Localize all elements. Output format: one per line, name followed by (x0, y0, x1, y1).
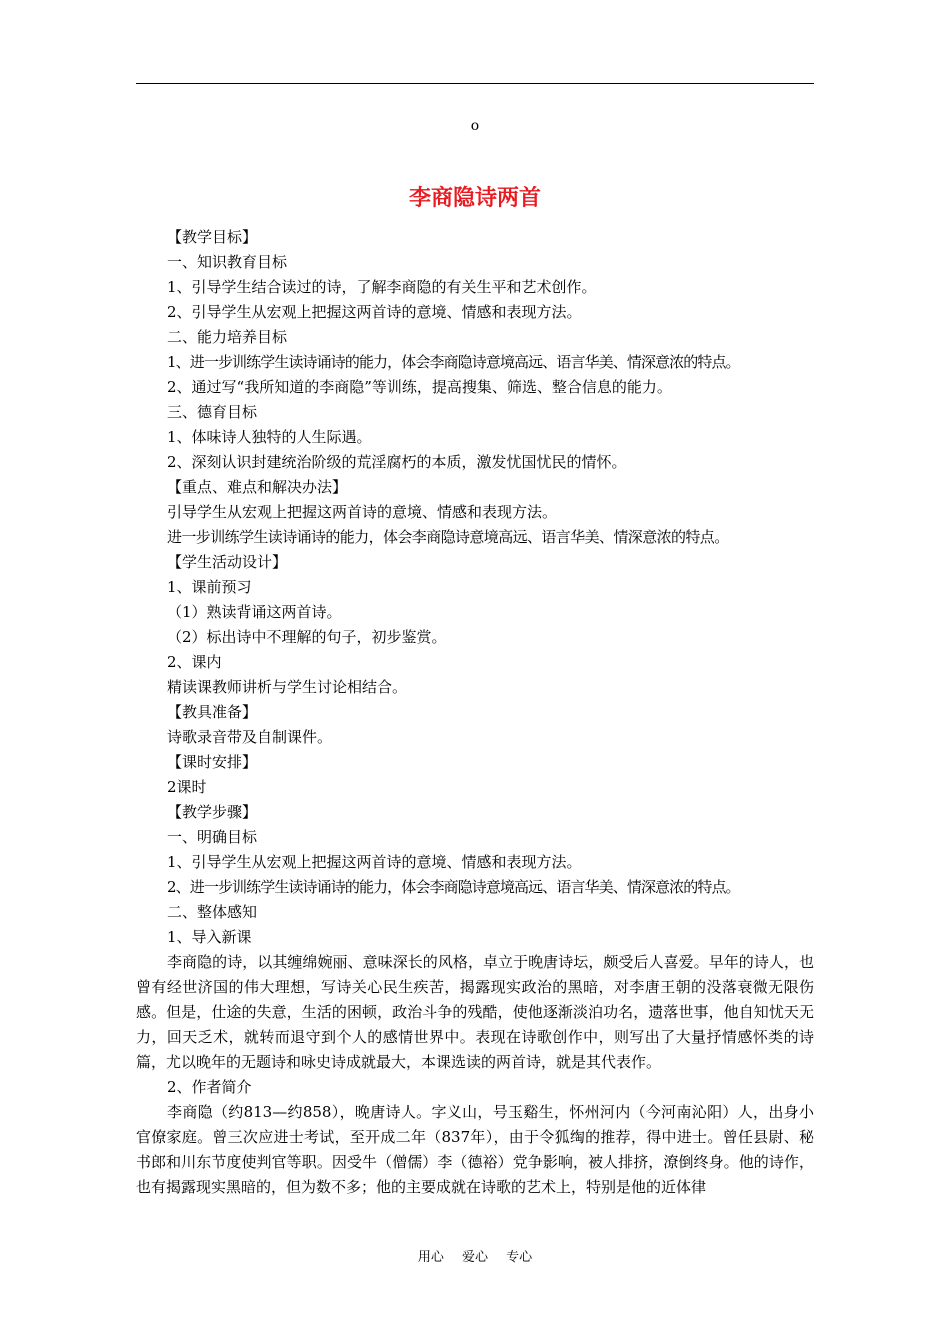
page-footer: 用心 爱心 专心 (417, 1250, 533, 1265)
text-line: （2）标出诗中不理解的句子，初步鉴赏。 (167, 628, 447, 646)
text-line: 进一步训练学生读诗诵诗的能力，体会李商隐诗意境高远、语言华美、情深意浓的特点。 (167, 528, 729, 546)
text-line: 1、引导学生从宏观上把握这两首诗的意境、情感和表现方法。 (167, 853, 582, 871)
subheading-author: 2、作者简介 (167, 1078, 252, 1096)
text-line: 一、知识教育目标 (167, 253, 288, 271)
section-heading-materials: 【教具准备】 (167, 703, 258, 721)
section-heading-key-points: 【重点、难点和解决办法】 (167, 478, 348, 496)
text-line: 三、德育目标 (167, 403, 258, 421)
text-line: （1）熟读背诵这两首诗。 (167, 603, 342, 621)
text-line: 1、课前预习 (167, 578, 252, 596)
section-heading-objectives: 【教学目标】 (167, 228, 258, 246)
text-line: 1、导入新课 (167, 928, 252, 946)
document-body (136, 225, 814, 1200)
section-heading-activities: 【学生活动设计】 (167, 553, 288, 571)
text-line: 二、整体感知 (167, 903, 258, 921)
text-line: 2、进一步训练学生读诗诵诗的能力，体会李商隐诗意境高远、语言华美、情深意浓的特点。 (167, 878, 740, 896)
section-heading-steps: 【教学步骤】 (167, 803, 258, 821)
text-line: 2课时 (167, 778, 207, 796)
text-line: 诗歌录音带及自制课件。 (167, 728, 333, 746)
text-line: 精读课教师讲析与学生讨论相结合。 (167, 678, 408, 696)
header-mark: o (470, 118, 480, 134)
text-line: 二、能力培养目标 (167, 328, 288, 346)
text-line: 引导学生从宏观上把握这两首诗的意境、情感和表现方法。 (167, 503, 558, 521)
text-line: 2、深刻认识封建统治阶级的荒淫腐朽的本质，激发忧国忧民的情怀。 (167, 453, 627, 471)
text-line: 2、引导学生从宏观上把握这两首诗的意境、情感和表现方法。 (167, 303, 582, 321)
text-line: 1、体味诗人独特的人生际遇。 (167, 428, 372, 446)
text-line: 1、引导学生结合读过的诗，了解李商隐的有关生平和艺术创作。 (167, 278, 597, 296)
section-heading-schedule: 【课时安排】 (167, 753, 258, 771)
text-line: 1、进一步训练学生读诗诵诗的能力，体会李商隐诗意境高远、语言华美、情深意浓的特点。 (167, 353, 740, 371)
author-paragraph: 李商隐（约813—约858），晚唐诗人。字义山，号玉谿生，怀州河内（今河南沁阳）人，出身小官僚家庭。曾三次应进士考试，至开成二年（837年），由于令狐绹的推荐，得中进士。曾任县尉、秘书郎和川东节度使判官等职。因受牛（僧儒）李（德裕）党争影响，被人排挤，潦倒终身。他的诗作，也有揭露现实黑暗的，但为数不多；他的主要成就在诗歌的艺术上，特别是他的近体律 (136, 1103, 814, 1196)
document-title: 李商隐诗两首 (408, 186, 541, 211)
intro-paragraph: 李商隐的诗，以其缠绵婉丽、意味深长的风格，卓立于晚唐诗坛，颇受后人喜爱。早年的诗人，也曾有经世济国的伟大理想，写诗关心民生疾苦，揭露现实政治的黑暗，对李唐王朝的没落衰微无限伤感。但是，仕途的失意，生活的困顿，政治斗争的残酷，使他逐渐淡泊功名，遗落世事，他自知忧天无力，回天乏术，就转而退守到个人的感情世界中。表现在诗歌创作中，则写出了大量抒情感怀类的诗篇，尤以晚年的无题诗和咏史诗成就最大，本课选读的两首诗，就是其代表作。 (136, 953, 814, 1071)
text-line: 一、明确目标 (167, 828, 258, 846)
text-line: 2、课内 (167, 653, 222, 671)
header-rule (136, 83, 814, 84)
text-line: 2、通过写“我所知道的李商隐”等训练，提高搜集、筛选、整合信息的能力。 (167, 378, 672, 396)
